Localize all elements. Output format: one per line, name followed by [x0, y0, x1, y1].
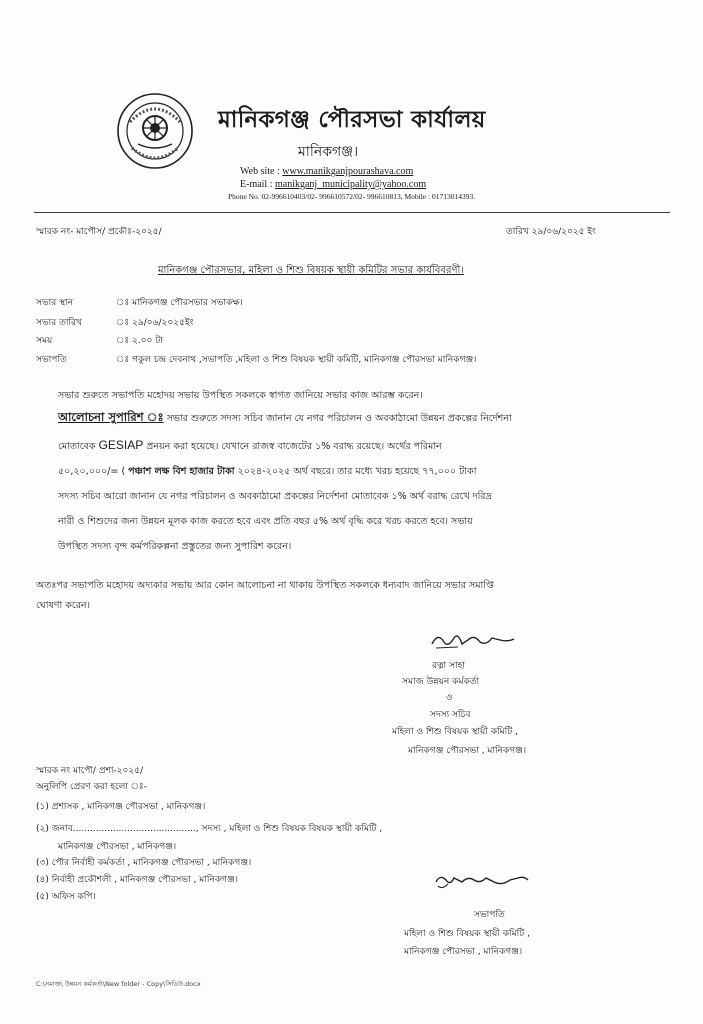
discussion-line-4: সদস্য সচিব আরো জানান যে নগর পরিচালন ও অবকাঠামো প্রকল্পের নির্দেশনা মোতাবেক ১% অর্থ বরাদ্ধ রেখে দরিদ্র — [58, 491, 492, 502]
discussion-line-1 — [58, 409, 512, 428]
discussion-line-2 — [58, 438, 442, 455]
website-link[interactable]: www.manikganjpourashava.com — [282, 166, 414, 177]
info-value-chair: ঃ গকুল চন্দ্র দেবনাথ ,সভাপতি ,মহিলা ও শিশু বিষয়ক স্থায়ী কমিটি, মানিকগঞ্জ পৌরসভা মানিকগঞ্জ। — [116, 355, 477, 365]
signer-title: সমাজ উন্নয়ন কর্মকর্তা — [402, 677, 480, 687]
discussion-line-5: নারী ও শিশুদের জন্য উন্নয়ন মূলক কাজ করতে হবে এবং প্রতি বছর ৫% অর্থ বৃদ্ধি করে খরচ করতে হবে। সভায় — [58, 516, 473, 527]
website-line — [240, 166, 413, 177]
office-subtitle: মানিকগঞ্জ। — [298, 144, 359, 160]
copy-item-4: (৪) নির্বাহী প্রকৌশলী , মানিকগঞ্জ পৌরসভা , মানিকগঞ্জ। — [36, 875, 238, 885]
signer-conjunction: ও — [446, 693, 453, 703]
signer-office: মানিকগঞ্জ পৌরসভা , মানিকগঞ্জ। — [408, 746, 527, 756]
info-label-venue: সভার স্থান — [36, 298, 74, 308]
discussion-label: আলোচনা সুপারিশ ঃ — [58, 410, 164, 424]
copy-memo-ref: স্মারক নং মাপৌ/ প্রশা-২০২৫/ — [36, 766, 144, 776]
info-value-time: ঃ ২.০০ টা — [116, 336, 163, 346]
info-label-date: সভার তারিখ — [36, 318, 82, 328]
website-label: Web site : — [240, 166, 283, 177]
email-line — [240, 179, 426, 190]
municipality-seal-icon — [116, 92, 194, 170]
phone-line: Phone No. 02-996610403/02- 996610572/02- 996610813, Mobile : 01713014393. — [228, 192, 476, 201]
email-link[interactable]: manikganj_municipality@yahoo.com — [275, 179, 427, 190]
signer-committee: মহিলা ও শিশু বিষয়ক স্থায়ী কমিটি , — [392, 727, 518, 737]
amount-words: পঞ্চাশ লক্ষ বিশ হাজার টাকা — [128, 466, 235, 477]
memo-ref: স্মারক নং- মাপৌস/ প্রকৌঃ-২০২৫/ — [36, 227, 162, 237]
info-label-time: সময় — [36, 336, 53, 346]
copy-item-3: (৩) পৌর নির্বাহী কর্মকর্তা , মানিকগঞ্জ পৌরসভা , মানিকগঞ্জ। — [36, 858, 252, 868]
discussion-text-3c: ২০২৪-২০২৫ অর্থ বছরে। তার মধ্যে খরচ হয়েছে ৭৭,০০০ টাকা — [234, 466, 477, 477]
gesiap-term: GESIAP — [98, 438, 144, 452]
email-label: E-mail : — [240, 179, 275, 190]
file-path-footer: C:\সমাজ\ উন্নয়ন কর্মকর্তা\New folder - Copy\সিডিউ.docx — [36, 980, 201, 988]
copy-item-2-cont: মানিকগঞ্জ পৌরসভা , মানিকগঞ্জ। — [58, 842, 177, 852]
signature-scribble-chairperson — [432, 870, 532, 892]
subject-heading: মানিকগঞ্জ পৌরসভার, মহিলা ও শিশু বিষয়ক স্থায়ী কমিটির সভার কার্যবিবরণী। — [158, 265, 464, 276]
discussion-text-1: সভার শুরুতে সদস্য সচিব জানান যে নগর পরিচালন ও অবকাঠামো উন্নয়ন প্রকল্পের নির্দেশনা — [166, 413, 512, 424]
info-value-venue: ঃ মানিকগঞ্জ পৌরসভার সভাকক্ষ। — [116, 298, 243, 308]
copy-item-1: (১) প্রশাসক , মানিকগঞ্জ পৌরসভা , মানিকগঞ্জ। — [36, 802, 206, 812]
closing-line-2: ঘোষণা করেন। — [36, 600, 90, 611]
info-label-chair: সভাপতি — [36, 355, 67, 365]
closing-line-1: অতঃপর সভাপতি মহোদয় অদ্যকার সভায় আর কোন আলোচনা না থাকায় উপস্থিত সকলকে ধন্যবাদ জানিয়ে সভার সমাপ্তি — [36, 580, 494, 591]
copy-item-2: (২) জনাব..........................................., সদস্য , মহিলা ও শিশু বিষয়ক বিষয়ক স্থায়ী কমিটি , — [36, 824, 383, 834]
signature-scribble-member-secretary — [428, 630, 518, 652]
signer-name: রত্না সাহা — [432, 661, 465, 671]
signer-role: সদস্য সচিব — [430, 710, 471, 720]
chair-title: সভাপতি — [474, 910, 505, 920]
discussion-line-3 — [58, 465, 476, 480]
discussion-line-6: উপস্থিত সদস্য বৃন্দ কর্মপরিকল্পনা প্রস্তুতের জন্য সুপারিশ করেন। — [58, 541, 292, 552]
memo-date: তারিখ ২৯/০৬/২০২৫ ইং — [506, 227, 596, 237]
header-rule — [34, 212, 670, 213]
discussion-text-2b: প্রনয়ন করা হয়েছে। যেখানে রাজস্ব বাজেটের ১% বরাদ্ধ রয়েছে। অর্থের পরিমান — [146, 441, 442, 452]
copy-memo-intro: অনুলিপি প্রেরণ করা হলো ঃ- — [36, 782, 147, 792]
office-title: মানিকগঞ্জ পৌরসভা কার্যালয় — [218, 107, 486, 133]
amount-figure: ৫০,২০,০০০/= ( — [58, 466, 129, 477]
chair-office: মানিকগঞ্জ পৌরসভা , মানিকগঞ্জ। — [404, 947, 523, 957]
copy-item-5: (৫) অফিস কপি। — [36, 892, 96, 902]
opening-paragraph: সভার শুরুতে সভাপতি মহোদয় সভায় উপস্থিত সকলকে স্বাগত জানিয়ে সভার কাজ আরম্ভ করেন। — [58, 390, 423, 401]
discussion-text-2a: মোতাবেক — [58, 441, 96, 452]
chair-committee: মহিলা ও শিশু বিষয়ক স্থায়ী কমিটি , — [404, 929, 530, 939]
info-value-date: ঃ ২৯/০৬/২০২৫ইং — [116, 318, 194, 328]
